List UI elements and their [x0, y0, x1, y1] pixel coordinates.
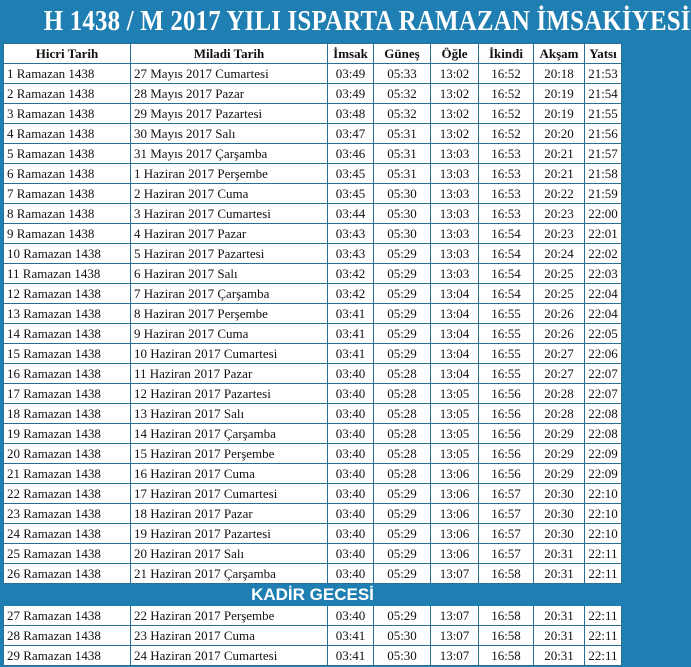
aksam-cell: 20:31 [534, 606, 585, 626]
aksam-cell: 20:31 [534, 646, 585, 666]
aksam-cell: 20:31 [534, 564, 585, 584]
yatsi-cell: 22:08 [585, 424, 622, 444]
ogle-cell: 13:05 [431, 444, 479, 464]
imsak-cell: 03:41 [328, 304, 374, 324]
kadir-gecesi-label: KADİR GECESİ [4, 584, 622, 606]
ikindi-cell: 16:56 [479, 384, 534, 404]
table-row [4, 224, 622, 244]
miladi-date-cell: 21 Haziran 2017 Çarşamba [131, 564, 328, 584]
aksam-cell: 20:21 [534, 144, 585, 164]
gunes-cell: 05:30 [374, 626, 431, 646]
aksam-cell: 20:27 [534, 364, 585, 384]
yatsi-cell: 22:02 [585, 244, 622, 264]
table-row [4, 444, 622, 464]
table-row [4, 564, 622, 584]
hicri-date-cell: 17 Ramazan 1438 [4, 384, 131, 404]
hicri-date-cell: 25 Ramazan 1438 [4, 544, 131, 564]
table-row [4, 284, 622, 304]
gunes-cell: 05:29 [374, 504, 431, 524]
yatsi-cell: 21:54 [585, 84, 622, 104]
ikindi-cell: 16:55 [479, 364, 534, 384]
header-miladi: Miladi Tarih [131, 44, 328, 64]
table-row [4, 84, 622, 104]
yatsi-cell: 22:05 [585, 324, 622, 344]
gunes-cell: 05:32 [374, 104, 431, 124]
miladi-date-cell: 19 Haziran 2017 Pazartesi [131, 524, 328, 544]
miladi-date-cell: 13 Haziran 2017 Salı [131, 404, 328, 424]
ogle-cell: 13:03 [431, 224, 479, 244]
yatsi-cell: 21:58 [585, 164, 622, 184]
ikindi-cell: 16:52 [479, 64, 534, 84]
ogle-cell: 13:07 [431, 564, 479, 584]
imsak-cell: 03:40 [328, 606, 374, 626]
hicri-date-cell: 10 Ramazan 1438 [4, 244, 131, 264]
miladi-date-cell: 16 Haziran 2017 Cuma [131, 464, 328, 484]
imsak-cell: 03:40 [328, 424, 374, 444]
aksam-cell: 20:29 [534, 444, 585, 464]
hicri-date-cell: 15 Ramazan 1438 [4, 344, 131, 364]
yatsi-cell: 22:03 [585, 264, 622, 284]
hicri-date-cell: 14 Ramazan 1438 [4, 324, 131, 344]
miladi-date-cell: 10 Haziran 2017 Cumartesi [131, 344, 328, 364]
header-ogle: Öğle [431, 44, 479, 64]
ogle-cell: 13:03 [431, 184, 479, 204]
aksam-cell: 20:25 [534, 264, 585, 284]
aksam-cell: 20:28 [534, 384, 585, 404]
table-row [4, 164, 622, 184]
ogle-cell: 13:06 [431, 504, 479, 524]
miladi-date-cell: 30 Mayıs 2017 Salı [131, 124, 328, 144]
gunes-cell: 05:31 [374, 144, 431, 164]
aksam-cell: 20:30 [534, 524, 585, 544]
ogle-cell: 13:06 [431, 464, 479, 484]
table-row [4, 464, 622, 484]
aksam-cell: 20:23 [534, 204, 585, 224]
miladi-date-cell: 18 Haziran 2017 Pazar [131, 504, 328, 524]
ogle-cell: 13:05 [431, 404, 479, 424]
miladi-date-cell: 4 Haziran 2017 Pazar [131, 224, 328, 244]
ogle-cell: 13:04 [431, 344, 479, 364]
table-row [4, 646, 622, 666]
imsak-cell: 03:40 [328, 364, 374, 384]
ikindi-cell: 16:57 [479, 484, 534, 504]
header-row [4, 44, 622, 64]
hicri-date-cell: 8 Ramazan 1438 [4, 204, 131, 224]
ogle-cell: 13:02 [431, 104, 479, 124]
yatsi-cell: 22:07 [585, 364, 622, 384]
yatsi-cell: 21:53 [585, 64, 622, 84]
ikindi-cell: 16:57 [479, 504, 534, 524]
aksam-cell: 20:30 [534, 504, 585, 524]
imsak-cell: 03:44 [328, 204, 374, 224]
hicri-date-cell: 13 Ramazan 1438 [4, 304, 131, 324]
imsak-cell: 03:45 [328, 164, 374, 184]
hicri-date-cell: 24 Ramazan 1438 [4, 524, 131, 544]
gunes-cell: 05:33 [374, 64, 431, 84]
miladi-date-cell: 11 Haziran 2017 Pazar [131, 364, 328, 384]
table-row [4, 204, 622, 224]
header-hicri: Hicri Tarih [4, 44, 131, 64]
yatsi-cell: 22:04 [585, 284, 622, 304]
hicri-date-cell: 2 Ramazan 1438 [4, 84, 131, 104]
gunes-cell: 05:29 [374, 484, 431, 504]
imsak-cell: 03:42 [328, 284, 374, 304]
table-row [4, 626, 622, 646]
header-yatsi: Yatsı [585, 44, 622, 64]
yatsi-cell: 22:07 [585, 384, 622, 404]
gunes-cell: 05:30 [374, 646, 431, 666]
ogle-cell: 13:06 [431, 524, 479, 544]
yatsi-cell: 22:10 [585, 524, 622, 544]
gunes-cell: 05:29 [374, 544, 431, 564]
hicri-date-cell: 18 Ramazan 1438 [4, 404, 131, 424]
gunes-cell: 05:31 [374, 164, 431, 184]
yatsi-cell: 22:04 [585, 304, 622, 324]
miladi-date-cell: 9 Haziran 2017 Cuma [131, 324, 328, 344]
header-imsak: İmsak [328, 44, 374, 64]
gunes-cell: 05:29 [374, 284, 431, 304]
imsak-cell: 03:46 [328, 144, 374, 164]
gunes-cell: 05:28 [374, 364, 431, 384]
yatsi-cell: 22:09 [585, 444, 622, 464]
ogle-cell: 13:04 [431, 284, 479, 304]
ikindi-cell: 16:56 [479, 464, 534, 484]
hicri-date-cell: 27 Ramazan 1438 [4, 606, 131, 626]
imsak-cell: 03:40 [328, 524, 374, 544]
gunes-cell: 05:32 [374, 84, 431, 104]
ikindi-cell: 16:55 [479, 304, 534, 324]
yatsi-cell: 21:59 [585, 184, 622, 204]
table-row [4, 344, 622, 364]
yatsi-cell: 22:11 [585, 564, 622, 584]
table-row [4, 244, 622, 264]
gunes-cell: 05:29 [374, 264, 431, 284]
ikindi-cell: 16:55 [479, 324, 534, 344]
aksam-cell: 20:23 [534, 224, 585, 244]
gunes-cell: 05:28 [374, 424, 431, 444]
miladi-date-cell: 15 Haziran 2017 Perşembe [131, 444, 328, 464]
hicri-date-cell: 22 Ramazan 1438 [4, 484, 131, 504]
imsak-cell: 03:40 [328, 404, 374, 424]
imsak-cell: 03:43 [328, 244, 374, 264]
miladi-date-cell: 17 Haziran 2017 Cumartesi [131, 484, 328, 504]
ogle-cell: 13:07 [431, 646, 479, 666]
table-row [4, 124, 622, 144]
hicri-date-cell: 3 Ramazan 1438 [4, 104, 131, 124]
gunes-cell: 05:30 [374, 224, 431, 244]
table-row [4, 484, 622, 504]
yatsi-cell: 22:00 [585, 204, 622, 224]
yatsi-cell: 22:09 [585, 464, 622, 484]
aksam-cell: 20:22 [534, 184, 585, 204]
ikindi-cell: 16:58 [479, 564, 534, 584]
yatsi-cell: 22:11 [585, 626, 622, 646]
imsak-cell: 03:49 [328, 64, 374, 84]
aksam-cell: 20:20 [534, 124, 585, 144]
ogle-cell: 13:04 [431, 364, 479, 384]
ogle-cell: 13:06 [431, 484, 479, 504]
table-row [4, 424, 622, 444]
gunes-cell: 05:28 [374, 404, 431, 424]
miladi-date-cell: 28 Mayıs 2017 Pazar [131, 84, 328, 104]
yatsi-cell: 21:55 [585, 104, 622, 124]
hicri-date-cell: 29 Ramazan 1438 [4, 646, 131, 666]
ikindi-cell: 16:52 [479, 104, 534, 124]
imsak-cell: 03:41 [328, 344, 374, 364]
yatsi-cell: 22:01 [585, 224, 622, 244]
imsak-cell: 03:42 [328, 264, 374, 284]
page-title: H 1438 / M 2017 YILI ISPARTA RAMAZAN İMSAKİYESİ [43, 5, 691, 37]
hicri-date-cell: 4 Ramazan 1438 [4, 124, 131, 144]
gunes-cell: 05:30 [374, 204, 431, 224]
gunes-cell: 05:29 [374, 304, 431, 324]
table-row [4, 184, 622, 204]
imsak-cell: 03:43 [328, 224, 374, 244]
miladi-date-cell: 24 Haziran 2017 Cumartesi [131, 646, 328, 666]
hicri-date-cell: 23 Ramazan 1438 [4, 504, 131, 524]
table-row [4, 524, 622, 544]
ikindi-cell: 16:55 [479, 344, 534, 364]
imsak-cell: 03:41 [328, 324, 374, 344]
aksam-cell: 20:28 [534, 404, 585, 424]
table-row [4, 404, 622, 424]
aksam-cell: 20:30 [534, 484, 585, 504]
ikindi-cell: 16:54 [479, 284, 534, 304]
ogle-cell: 13:03 [431, 264, 479, 284]
hicri-date-cell: 12 Ramazan 1438 [4, 284, 131, 304]
aksam-cell: 20:27 [534, 344, 585, 364]
aksam-cell: 20:18 [534, 64, 585, 84]
ogle-cell: 13:03 [431, 204, 479, 224]
imsak-cell: 03:40 [328, 464, 374, 484]
miladi-date-cell: 22 Haziran 2017 Perşembe [131, 606, 328, 626]
hicri-date-cell: 21 Ramazan 1438 [4, 464, 131, 484]
aksam-cell: 20:26 [534, 324, 585, 344]
hicri-date-cell: 7 Ramazan 1438 [4, 184, 131, 204]
hicri-date-cell: 28 Ramazan 1438 [4, 626, 131, 646]
table-row [4, 544, 622, 564]
imsak-cell: 03:41 [328, 646, 374, 666]
ogle-cell: 13:04 [431, 324, 479, 344]
yatsi-cell: 21:56 [585, 124, 622, 144]
yatsi-cell: 22:11 [585, 606, 622, 626]
table-row [4, 324, 622, 344]
ogle-cell: 13:04 [431, 304, 479, 324]
aksam-cell: 20:19 [534, 84, 585, 104]
miladi-date-cell: 23 Haziran 2017 Cuma [131, 626, 328, 646]
table-row [4, 264, 622, 284]
header-aksam: Akşam [534, 44, 585, 64]
timetable [3, 43, 622, 666]
imsak-cell: 03:40 [328, 504, 374, 524]
ikindi-cell: 16:53 [479, 204, 534, 224]
ogle-cell: 13:03 [431, 144, 479, 164]
gunes-cell: 05:29 [374, 606, 431, 626]
hicri-date-cell: 16 Ramazan 1438 [4, 364, 131, 384]
hicri-date-cell: 9 Ramazan 1438 [4, 224, 131, 244]
imsak-cell: 03:47 [328, 124, 374, 144]
yatsi-cell: 22:10 [585, 504, 622, 524]
yatsi-cell: 22:08 [585, 404, 622, 424]
header-gunes: Güneş [374, 44, 431, 64]
table-row [4, 64, 622, 84]
miladi-date-cell: 3 Haziran 2017 Cumartesi [131, 204, 328, 224]
aksam-cell: 20:26 [534, 304, 585, 324]
gunes-cell: 05:28 [374, 464, 431, 484]
miladi-date-cell: 27 Mayıs 2017 Cumartesi [131, 64, 328, 84]
imsak-cell: 03:49 [328, 84, 374, 104]
aksam-cell: 20:31 [534, 544, 585, 564]
miladi-date-cell: 5 Haziran 2017 Pazartesi [131, 244, 328, 264]
ogle-cell: 13:03 [431, 164, 479, 184]
ogle-cell: 13:07 [431, 606, 479, 626]
aksam-cell: 20:29 [534, 464, 585, 484]
ikindi-cell: 16:54 [479, 224, 534, 244]
imsak-cell: 03:40 [328, 444, 374, 464]
table-row [4, 364, 622, 384]
table-row [4, 304, 622, 324]
gunes-cell: 05:30 [374, 184, 431, 204]
imsak-cell: 03:40 [328, 484, 374, 504]
kadir-gecesi-row [4, 584, 622, 606]
miladi-date-cell: 2 Haziran 2017 Cuma [131, 184, 328, 204]
gunes-cell: 05:28 [374, 384, 431, 404]
ikindi-cell: 16:54 [479, 244, 534, 264]
gunes-cell: 05:29 [374, 524, 431, 544]
ikindi-cell: 16:53 [479, 164, 534, 184]
ogle-cell: 13:07 [431, 626, 479, 646]
gunes-cell: 05:28 [374, 444, 431, 464]
gunes-cell: 05:29 [374, 324, 431, 344]
table-row [4, 504, 622, 524]
aksam-cell: 20:19 [534, 104, 585, 124]
miladi-date-cell: 29 Mayıs 2017 Pazartesi [131, 104, 328, 124]
hicri-date-cell: 19 Ramazan 1438 [4, 424, 131, 444]
ogle-cell: 13:05 [431, 424, 479, 444]
imsak-cell: 03:40 [328, 544, 374, 564]
imsak-cell: 03:40 [328, 564, 374, 584]
yatsi-cell: 22:11 [585, 646, 622, 666]
miladi-date-cell: 7 Haziran 2017 Çarşamba [131, 284, 328, 304]
imsak-cell: 03:40 [328, 384, 374, 404]
gunes-cell: 05:29 [374, 344, 431, 364]
gunes-cell: 05:29 [374, 564, 431, 584]
aksam-cell: 20:29 [534, 424, 585, 444]
ogle-cell: 13:02 [431, 64, 479, 84]
aksam-cell: 20:25 [534, 284, 585, 304]
gunes-cell: 05:31 [374, 124, 431, 144]
table-body [4, 64, 622, 666]
ogle-cell: 13:02 [431, 84, 479, 104]
ikindi-cell: 16:56 [479, 404, 534, 424]
imsak-cell: 03:45 [328, 184, 374, 204]
ogle-cell: 13:05 [431, 384, 479, 404]
yatsi-cell: 22:06 [585, 344, 622, 364]
miladi-date-cell: 1 Haziran 2017 Perşembe [131, 164, 328, 184]
hicri-date-cell: 6 Ramazan 1438 [4, 164, 131, 184]
miladi-date-cell: 20 Haziran 2017 Salı [131, 544, 328, 564]
aksam-cell: 20:21 [534, 164, 585, 184]
ikindi-cell: 16:52 [479, 124, 534, 144]
gunes-cell: 05:29 [374, 244, 431, 264]
header-ikindi: İkindi [479, 44, 534, 64]
ikindi-cell: 16:53 [479, 184, 534, 204]
hicri-date-cell: 26 Ramazan 1438 [4, 564, 131, 584]
miladi-date-cell: 12 Haziran 2017 Pazartesi [131, 384, 328, 404]
hicri-date-cell: 1 Ramazan 1438 [4, 64, 131, 84]
ogle-cell: 13:06 [431, 544, 479, 564]
hicri-date-cell: 11 Ramazan 1438 [4, 264, 131, 284]
ogle-cell: 13:03 [431, 244, 479, 264]
table-row [4, 384, 622, 404]
yatsi-cell: 22:10 [585, 484, 622, 504]
ikindi-cell: 16:54 [479, 264, 534, 284]
imsak-cell: 03:41 [328, 626, 374, 646]
miladi-date-cell: 6 Haziran 2017 Salı [131, 264, 328, 284]
miladi-date-cell: 14 Haziran 2017 Çarşamba [131, 424, 328, 444]
ikindi-cell: 16:56 [479, 424, 534, 444]
ikindi-cell: 16:53 [479, 144, 534, 164]
hicri-date-cell: 5 Ramazan 1438 [4, 144, 131, 164]
ikindi-cell: 16:58 [479, 606, 534, 626]
ikindi-cell: 16:52 [479, 84, 534, 104]
yatsi-cell: 22:11 [585, 544, 622, 564]
aksam-cell: 20:31 [534, 626, 585, 646]
imsak-cell: 03:48 [328, 104, 374, 124]
table-row [4, 144, 622, 164]
table-row [4, 104, 622, 124]
ikindi-cell: 16:57 [479, 524, 534, 544]
ikindi-cell: 16:58 [479, 646, 534, 666]
hicri-date-cell: 20 Ramazan 1438 [4, 444, 131, 464]
miladi-date-cell: 31 Mayıs 2017 Çarşamba [131, 144, 328, 164]
table-row [4, 606, 622, 626]
yatsi-cell: 21:57 [585, 144, 622, 164]
ikindi-cell: 16:56 [479, 444, 534, 464]
ikindi-cell: 16:58 [479, 626, 534, 646]
aksam-cell: 20:24 [534, 244, 585, 264]
ogle-cell: 13:02 [431, 124, 479, 144]
miladi-date-cell: 8 Haziran 2017 Perşembe [131, 304, 328, 324]
ikindi-cell: 16:57 [479, 544, 534, 564]
